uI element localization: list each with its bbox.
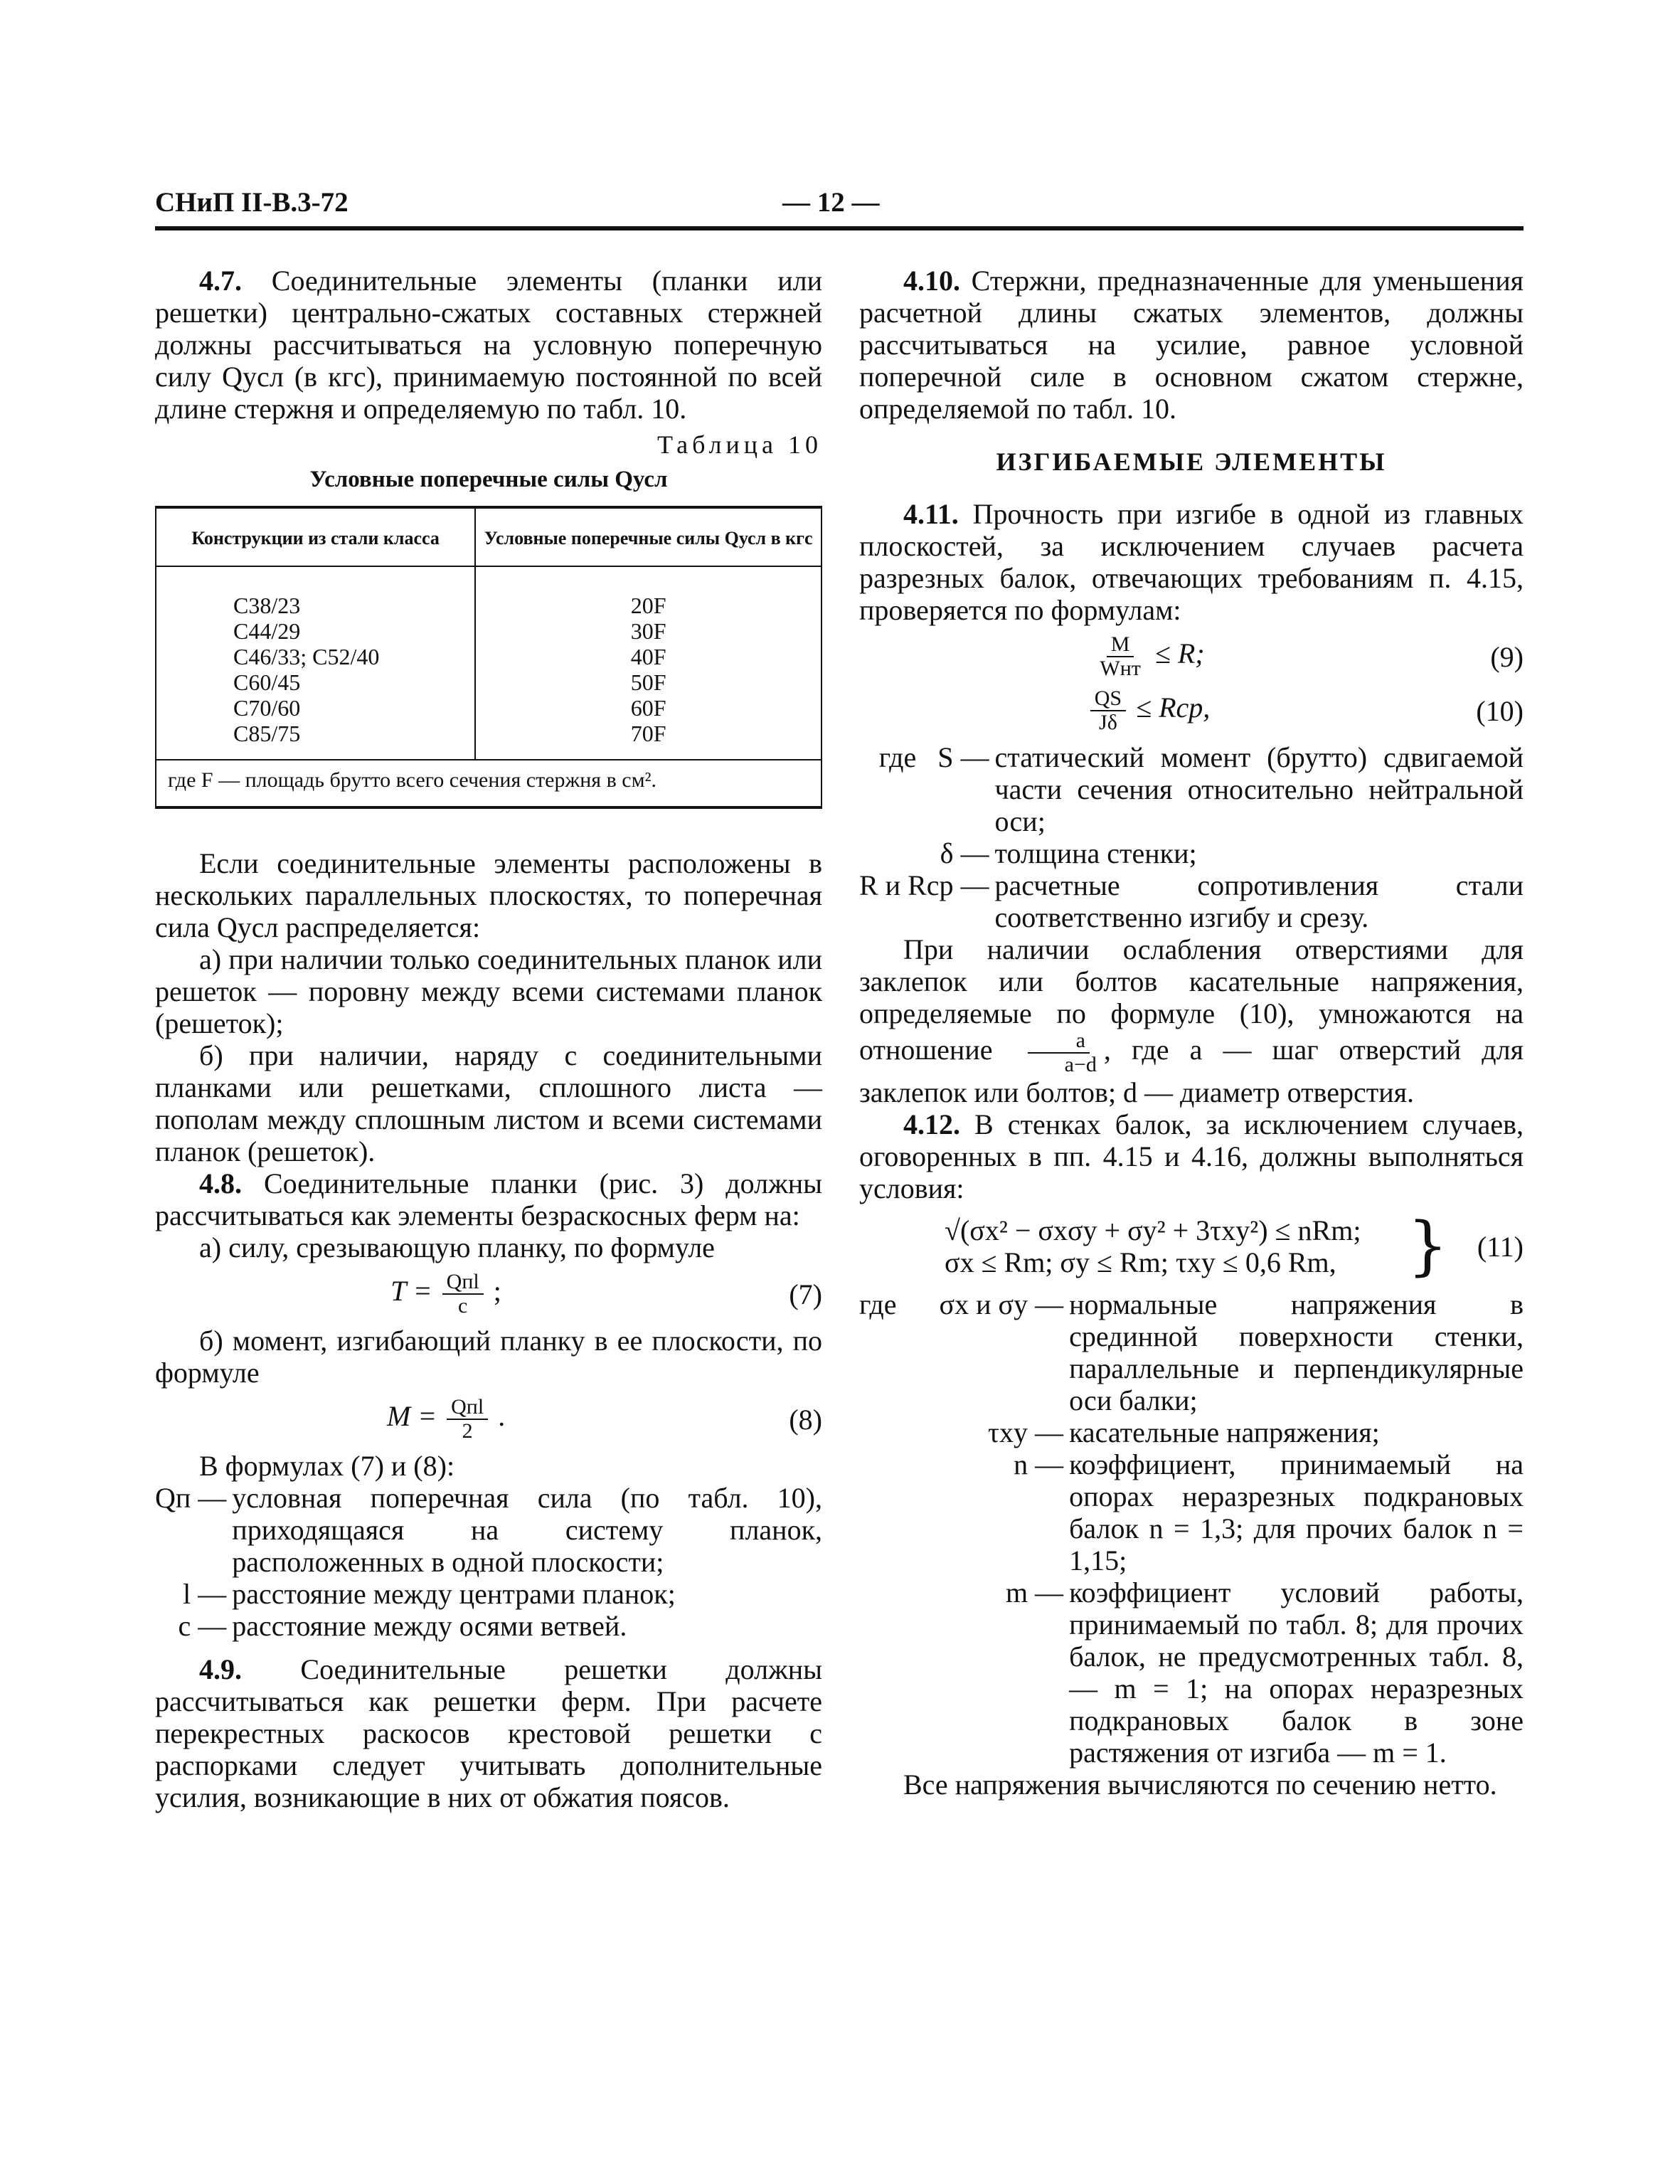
formula-9: $\frac{M}{\text{Wнт}}$ ≤ R; (9) [859,633,1524,680]
paragraph-4-11: 4.11. Прочность при изгибе в одной из главных плоскостей, за исключением случаев расчета разрезных балок, отвечающих требованиям п. 4.15, проверяется по формулам: [859,498,1524,626]
paragraph-holes: При наличии ослабления отверстиями для заклепок или болтов касательные напряжения, определяемые по формуле (10), умножаются на отношение $\frac{a}{a-d}$ , где a — шаг отверстий для заклепок или болтов; d — диаметр отверстия. [859,933,1524,1108]
definition-text: коэффициент условий работы, принимаемый по табл. 8; для прочих балок, не предусмотренных табл. 8, — m = 1; на опорах неразрезных подкрановых балок в зоне растяжения от изгиба — m = 1. [1069,1576,1524,1769]
table-cell: С46/33; С52/40 [233,644,380,669]
paragraph-4-8-b: б) момент, изгибающий планку в ее плоскости, по формуле [155,1325,822,1389]
table-col-steel [156,566,475,760]
formula-line: √(σx² − σxσy + σy² + 3τxy²) ≤ nRm; [945,1214,1361,1246]
definition-text: условная поперечная сила (по табл. 10), приходящаяся на систему планок, расположенных в одной плоскости; [232,1482,822,1578]
fraction: $\frac{a}{a-d}$ [1016,1029,1101,1076]
definition-text: расстояние между осями ветвей. [232,1610,627,1642]
definition-text: касательные напряжения; [1069,1416,1380,1448]
definition-text: нормальные напряжения в срединной поверхности стенки, параллельные и перпендикулярные оси балки; [1069,1288,1524,1416]
formula-number: (8) [789,1403,822,1436]
table-col-force [475,566,822,760]
definition-text: толщина стенки; [994,837,1197,869]
document-code: СНиП II-В.3-72 [155,187,349,218]
paragraph-in-formulas: В формулах (7) и (8): [199,1450,455,1482]
definitions-right-1 [859,741,1524,933]
paragraph-4-8-a: а) силу, срезывающую планку, по формуле [199,1231,715,1263]
page-number: — 12 — [782,187,880,218]
paragraph-4-7: 4.7. Соединительные элементы (планки или решетки) центрально-сжатых составных стержней должны рассчитываться на условную поперечную силу Qусл (в кгс), принимаемую постоянной по всей длине стержня и определяемую по табл. 10. [155,265,822,425]
table-header-force: Условные поперечные силы Qусл в кгс [475,507,822,566]
table-10 [155,506,822,809]
table-footnote: где F — площадь брутто всего сечения стержня в см². [156,760,822,807]
fraction: $\frac{\text{Qпl}}{2}$ [447,1396,488,1443]
formula-11 [859,1209,1524,1283]
paragraph-4-8: 4.8. Соединительные планки (рис. 3) должны рассчитываться как элементы безраскосных ферм на: [155,1167,822,1231]
table-cell: 40F [630,644,666,669]
definition-term: l — [183,1578,227,1610]
definition-term: R и Rср — [859,869,989,901]
table-cell: 60F [630,695,666,721]
table-cell: 30F [630,618,666,644]
formula-number: (11) [1477,1230,1524,1263]
paragraph-a: а) при наличии только соединительных планок или решеток — поровну между всеми системами планок (решеток); [155,943,822,1039]
paragraph-4-12: 4.12. В стенках балок, за исключением случаев, оговоренных в пп. 4.15 и 4.16, должны выполняться условия: [859,1108,1524,1204]
section-heading: ИЗГИБАЕМЫЕ ЭЛЕМЕНТЫ [996,447,1387,476]
paragraph-4-10: 4.10. Стержни, предназначенные для уменьшения расчетной длины сжатых элементов, должны рассчитываться на усилие, равное условной поперечной силе в основном сжатом стержне, определяемой по табл. 10. [859,265,1524,425]
definition-text: расчетные сопротивления стали соответственно изгибу и срезу. [994,869,1524,933]
table-cell: С44/29 [233,618,301,644]
formula-number: (9) [1490,640,1524,673]
definition-term: где S — [878,741,989,773]
definition-term: τxy — [987,1416,1064,1448]
table-caption: Таблица 10 [657,430,822,459]
table-title: Условные поперечные силы Qусл [309,467,668,492]
fraction: $\frac{\text{Qпl}}{c}$ [442,1271,484,1318]
paragraph-netto: Все напряжения вычисляются по сечению нетто. [903,1769,1497,1801]
paragraph-if: Если соединительные элементы расположены в нескольких параллельных плоскостях, то поперечная сила Qусл распределяется: [155,847,822,943]
formula-7: T = $\frac{\text{Qпl}}{c}$ ; (7) [390,1270,822,1318]
table-cell: 50F [630,669,666,695]
definition-term: c — [178,1610,227,1642]
definition-text: статический момент (брутто) сдвигаемой части сечения относительно нейтральной оси; [994,741,1524,837]
brace: } [1407,1209,1448,1283]
left-column [155,265,822,1813]
header-rule [155,226,1524,230]
table-cell: С85/75 [233,721,301,746]
definition-text: коэффициент, принимаемый на опорах неразрезных подкрановых балок n = 1,3; для прочих балок n = 1,15; [1069,1448,1524,1576]
definition-term: δ — [940,837,989,869]
definition-term: m — [1005,1576,1064,1608]
table-cell: С38/23 [233,593,301,618]
paragraph-b: б) при наличии, наряду с соединительными планками или решетками, сплошного листа — пополам между сплошным листом и всеми системами планок (решеток). [155,1039,822,1167]
formula-number: (7) [789,1278,822,1310]
formula-line: σx ≤ Rm; σy ≤ Rm; τxy ≤ 0,6 Rm, [945,1246,1336,1278]
formula-8: M = $\frac{\text{Qпl}}{2}$ . (8) [386,1395,822,1443]
table-cell: 70F [630,721,666,746]
definition-text: расстояние между центрами планок; [232,1578,676,1610]
table-cell: 20F [630,593,666,618]
paragraph-4-9: 4.9. Соединительные решетки должны рассчитываться как решетки ферм. При расчете перекрестных раскосов крестовой решетки с распорками следует учитывать дополнительные усилия, возникающие в них от обжатия поясов. [155,1653,822,1813]
formula-10: $\frac{QS}{J\delta}$ ≤ Rср, (10) [859,687,1524,734]
table-header-steel: Конструкции из стали класса [156,507,475,566]
right-column [859,265,1524,1801]
table-cell: С60/45 [233,669,301,695]
formula-number: (10) [1476,694,1524,727]
table-cell: С70/60 [233,695,301,721]
definition-term: где σx и σy — [859,1288,1064,1320]
fraction: $\frac{QS}{J\delta}$ [1090,687,1126,734]
fraction: $\frac{M}{\text{Wнт}}$ [1100,632,1141,680]
definitions-right-2 [859,1288,1524,1769]
definition-term: Qп — [155,1482,227,1514]
definition-term: n — [1014,1448,1064,1480]
definitions-left [155,1482,822,1642]
